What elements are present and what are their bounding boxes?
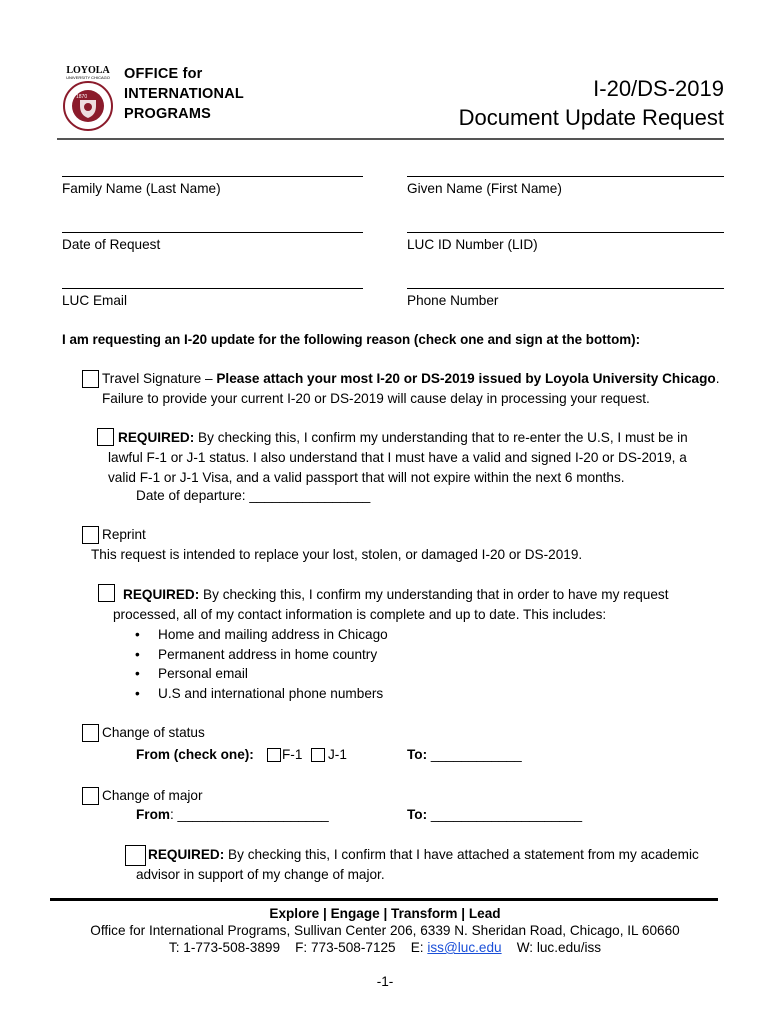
footer-divider <box>50 898 718 901</box>
bullet-item: • Home and mailing address in Chicago <box>132 625 388 645</box>
j1-checkbox[interactable] <box>311 748 325 762</box>
title-line-2: Document Update Request <box>458 105 724 130</box>
date-of-request-field[interactable] <box>62 232 363 252</box>
loyola-seal-logo <box>62 64 114 134</box>
footer-email-link[interactable]: iss@luc.edu <box>427 940 502 955</box>
family-name-label: Family Name (Last Name) <box>62 181 221 196</box>
family-name-line[interactable] <box>62 176 363 177</box>
departure-date-field[interactable]: Date of departure: ________________ <box>136 488 371 503</box>
document-title <box>459 74 724 132</box>
j1-label: J-1 <box>328 747 347 762</box>
status-to-blank[interactable]: ____________ <box>427 747 522 762</box>
major-to-blank[interactable]: ____________________ <box>427 807 583 822</box>
travel-signature-checkbox[interactable] <box>82 370 99 388</box>
date-of-request-label: Date of Request <box>62 237 161 252</box>
phone-line[interactable] <box>407 288 724 289</box>
family-name-field[interactable] <box>62 176 363 196</box>
reprint-required-bold: REQUIRED: <box>123 587 200 602</box>
travel-required-bold: REQUIRED: <box>118 430 195 445</box>
reprint-label: Reprint <box>102 527 146 542</box>
bullet-item: • U.S and international phone numbers <box>132 684 388 704</box>
change-of-status-checkbox[interactable] <box>82 724 99 742</box>
footer-phone: T: 1-773-508-3899 <box>168 940 280 955</box>
bullet-item: • Permanent address in home country <box>132 645 388 665</box>
footer-fax: F: 773-508-7125 <box>295 940 396 955</box>
svg-text:UNIVERSITY CHICAGO: UNIVERSITY CHICAGO <box>66 75 110 80</box>
reprint-checkbox[interactable] <box>82 526 99 544</box>
major-required-text <box>136 845 721 885</box>
footer-email-prefix: E: <box>410 940 428 955</box>
office-name <box>124 64 244 124</box>
footer-address: Office for International Programs, Sullivan Center 206, 6339 N. Sheridan Road, Chicago, IL 60660 <box>90 923 680 938</box>
footer-contact <box>0 939 770 957</box>
page-number: -1- <box>376 974 394 989</box>
luc-email-label: LUC Email <box>62 293 127 308</box>
luc-id-line[interactable] <box>407 232 724 233</box>
change-of-status-label: Change of status <box>102 725 205 740</box>
status-from-label: From (check one): <box>136 747 254 762</box>
reprint-required-text <box>113 585 698 625</box>
reprint-description: This request is intended to replace your lost, stolen, or damaged I-20 or DS-2019. <box>91 547 583 562</box>
luc-id-field[interactable] <box>407 232 724 252</box>
reason-heading: I am requesting an I-20 update for the following reason (check one and sign at the bottom): <box>62 332 641 347</box>
office-line-2: INTERNATIONAL <box>124 86 244 102</box>
svg-text:LOYOLA: LOYOLA <box>66 65 110 76</box>
major-from-field[interactable] <box>136 805 329 825</box>
phone-label: Phone Number <box>407 293 499 308</box>
major-to-field[interactable] <box>407 805 582 825</box>
date-of-request-line[interactable] <box>62 232 363 233</box>
given-name-label: Given Name (First Name) <box>407 181 562 196</box>
travel-required-text <box>108 428 708 488</box>
footer-web: W: luc.edu/iss <box>516 940 602 955</box>
office-line-1: OFFICE for <box>124 66 203 82</box>
change-of-major-checkbox[interactable] <box>82 787 99 805</box>
bullet-item: • Personal email <box>132 664 388 684</box>
footer-tagline: Explore | Engage | Transform | Lead <box>269 906 501 921</box>
luc-email-field[interactable] <box>62 288 363 308</box>
status-to-field[interactable] <box>407 745 522 765</box>
travel-required-body: By checking this, I confirm my understanding that to re-enter the U.S, I must be in lawful F-1 or J-1 status. I also understand that I must have a valid and signed I-20 or DS-2019, a valid F-1 or J-1 Visa, and a valid passport that will not expire within the next 6 months. <box>108 430 688 485</box>
major-from-blank[interactable]: : ____________________ <box>169 807 329 822</box>
f1-checkbox[interactable] <box>267 748 281 762</box>
f1-label: F-1 <box>282 747 303 762</box>
header-divider <box>57 138 724 140</box>
major-to-label: To: <box>407 807 428 822</box>
office-line-3: PROGRAMS <box>124 106 211 122</box>
status-to-label: To: <box>407 747 428 762</box>
reprint-requirements-list <box>132 625 388 703</box>
travel-label: Travel Signature – <box>102 371 217 386</box>
phone-field[interactable] <box>407 288 724 308</box>
travel-signature-text <box>102 369 730 409</box>
travel-bold: Please attach your most I-20 or DS-2019 issued by Loyola University Chicago <box>216 371 716 386</box>
reprint-required-body: By checking this, I confirm my understanding that in order to have my request processed, all of my contact information is complete and up to date. This includes: <box>113 587 669 622</box>
travel-rest: . Failure to provide your current I-20 or DS-2019 will cause delay in processing your request. <box>102 371 720 406</box>
luc-email-line[interactable] <box>62 288 363 289</box>
svg-text:1870: 1870 <box>76 94 88 100</box>
given-name-field[interactable] <box>407 176 724 196</box>
major-required-bold: REQUIRED: <box>148 847 225 862</box>
given-name-line[interactable] <box>407 176 724 177</box>
major-required-body: By checking this, I confirm that I have attached a statement from my academic advisor in support of my change of major. <box>136 847 699 882</box>
change-of-major-label: Change of major <box>102 788 203 803</box>
luc-id-label: LUC ID Number (LID) <box>407 237 538 252</box>
title-line-1: I-20/DS-2019 <box>593 76 724 101</box>
major-from-label: From <box>136 807 170 822</box>
